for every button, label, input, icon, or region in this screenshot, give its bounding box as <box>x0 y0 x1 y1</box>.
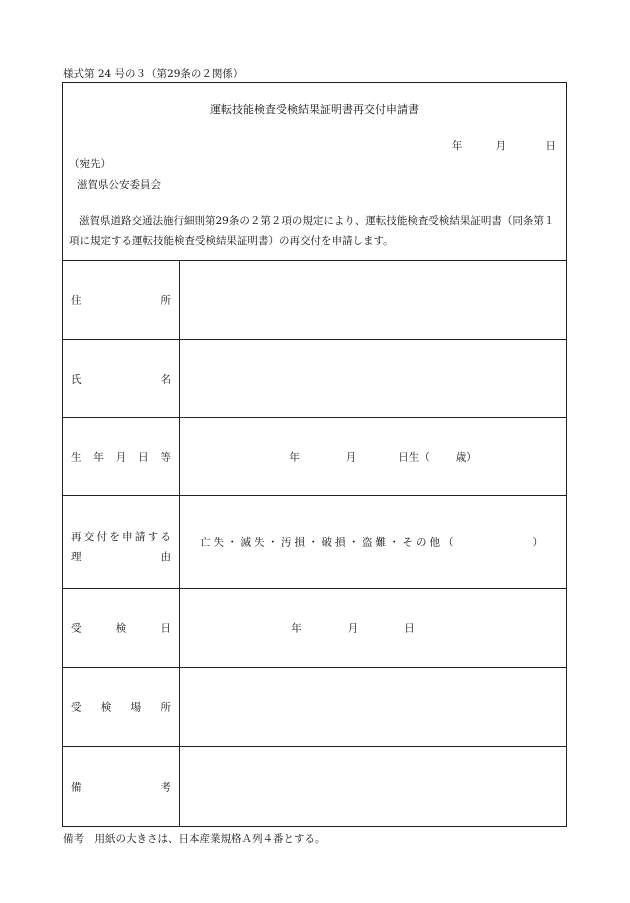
birthdate-label-char: 年 <box>93 451 104 463</box>
remarks-field[interactable] <box>180 747 566 826</box>
application-form <box>62 82 567 827</box>
birthdate-label-char: 月 <box>115 451 127 463</box>
exam-day-label: 日 <box>404 622 415 635</box>
reason-label-char: 交 <box>83 531 95 543</box>
exam-place-label-char: 受 <box>71 701 82 714</box>
birth-day-label: 日生（ <box>398 451 430 463</box>
exam-date-label <box>63 589 180 667</box>
remarks-label-char: 備 <box>71 781 82 793</box>
application-date <box>452 138 556 153</box>
exam-date-row <box>63 588 566 667</box>
reason-label-char: 付 <box>96 531 108 543</box>
birthdate-label-char: 等 <box>160 451 171 463</box>
address-row <box>63 260 566 339</box>
address-label-char: 住 <box>71 294 82 307</box>
exam-month-label: 月 <box>347 622 359 635</box>
date-day-label: 日 <box>545 140 556 152</box>
exam-place-label-char: 所 <box>160 701 171 714</box>
reason-label-char: 再 <box>71 531 82 543</box>
reason-options: 亡失・滅失・汚損・破損・盗難・その他（ <box>200 536 457 549</box>
exam-place-field[interactable] <box>180 668 566 746</box>
reason-label-line-1 <box>71 527 171 547</box>
address-label <box>63 261 180 339</box>
age-label: 歳） <box>455 451 477 463</box>
address-label-char: 所 <box>160 294 171 307</box>
recipient-name: 滋賀県公安委員会 <box>77 179 161 191</box>
reason-label-char: る <box>160 531 171 543</box>
name-label-char: 氏 <box>71 373 82 385</box>
reason-close-paren: ） <box>532 536 546 549</box>
remarks-label <box>63 747 180 826</box>
application-statement: 滋賀県道路交通法施行細則第29条の２第２項の規定により、運転技能検査受検結果証明書（同条第１項に規定する運転技能検査受検結果証明書）の再交付を申請します。 <box>69 215 555 247</box>
exam-date-label-char: 受 <box>71 622 82 635</box>
date-month-label: 月 <box>495 140 507 152</box>
birthdate-label-char: 生 <box>71 451 82 463</box>
form-number: 様式第 24 号の３（第29条の２関係） <box>63 68 244 80</box>
address-field[interactable] <box>180 261 566 339</box>
birth-month-label: 月 <box>345 451 357 463</box>
name-label-char: 名 <box>160 373 171 385</box>
reason-label-char: す <box>147 531 159 543</box>
reason-label-char: 請 <box>134 531 146 543</box>
reason-label-line-2 <box>71 547 171 567</box>
birthdate-field[interactable] <box>180 418 566 495</box>
reason-label-char: を <box>109 531 120 543</box>
name-label <box>63 340 180 417</box>
name-field[interactable] <box>180 340 566 417</box>
remarks-label-char: 考 <box>160 781 171 793</box>
birthdate-row <box>63 417 566 495</box>
reason-row <box>63 495 566 588</box>
exam-place-label <box>63 668 180 746</box>
exam-date-label-char: 検 <box>115 622 127 635</box>
exam-year-label: 年 <box>291 622 302 635</box>
date-year-label: 年 <box>451 140 463 152</box>
exam-place-label-char: 場 <box>130 701 142 714</box>
reason-label <box>63 496 180 588</box>
exam-date-label-char: 日 <box>160 622 171 635</box>
reason-field[interactable] <box>180 496 566 588</box>
reason-label-char: 由 <box>160 551 171 563</box>
document-title: 運転技能検査受検結果証明書再交付申請書 <box>210 103 419 116</box>
name-row <box>63 339 566 417</box>
paper-size-note: 備考 用紙の大きさは、日本産業規格Ａ列４番とする。 <box>63 833 326 845</box>
birth-year-label: 年 <box>289 451 300 463</box>
reason-label-char: 理 <box>71 551 82 563</box>
exam-place-row <box>63 667 566 746</box>
remarks-row <box>63 746 566 826</box>
exam-place-label-char: 検 <box>100 701 112 714</box>
birthdate-label-char: 日 <box>138 451 149 463</box>
birthdate-label <box>63 418 180 495</box>
recipient-label: （宛先） <box>69 158 111 170</box>
exam-date-field[interactable] <box>180 589 566 667</box>
reason-label-char: 申 <box>122 531 133 543</box>
